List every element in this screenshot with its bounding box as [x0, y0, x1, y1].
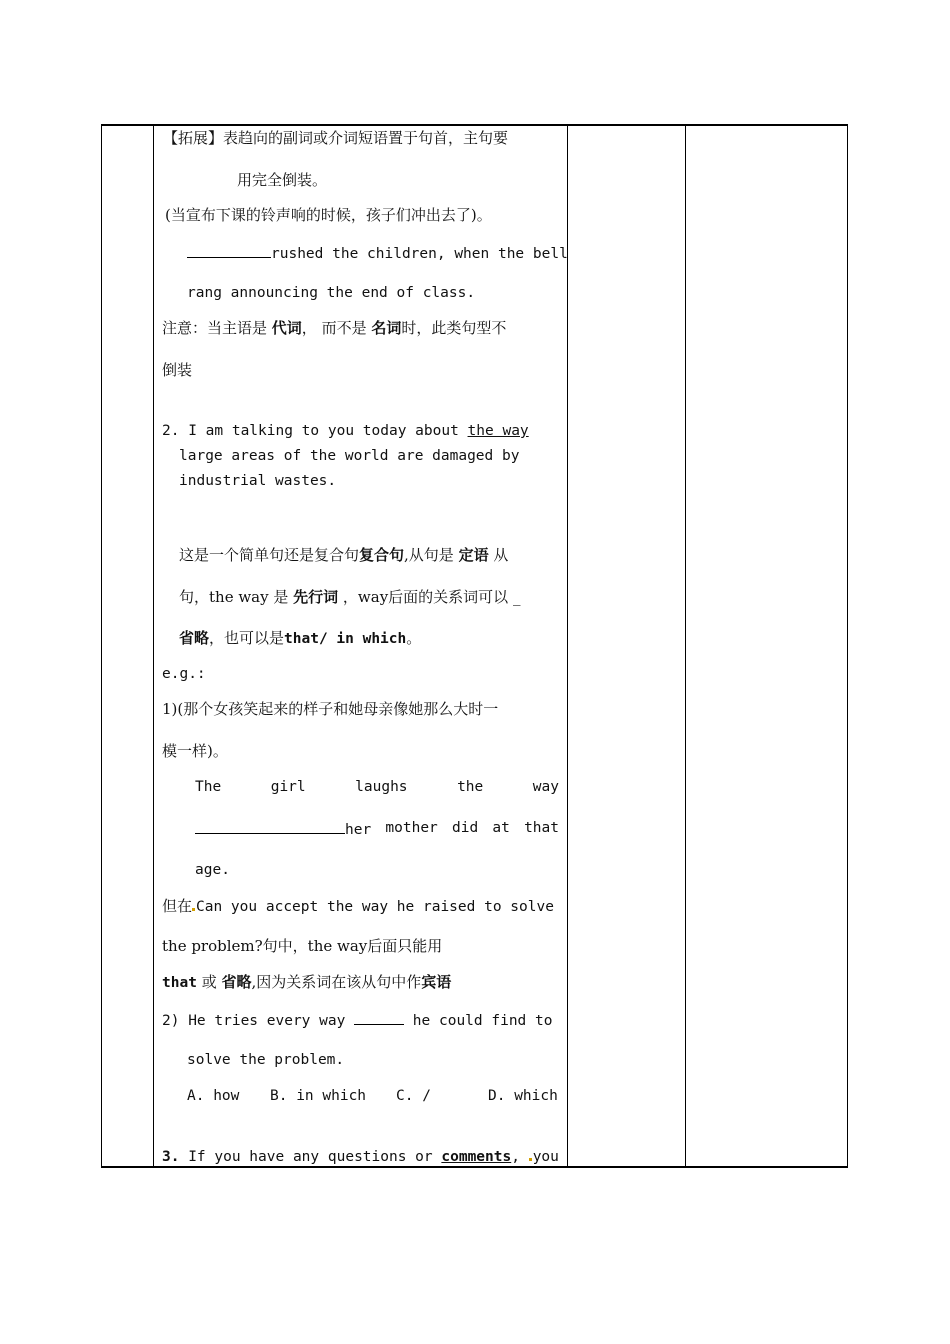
question-1-sentence-2 — [195, 819, 559, 839]
question-1-line-2: 模一样)。 — [162, 742, 228, 760]
q2-a: 2) He tries every way — [162, 1013, 355, 1029]
note-2-line-1 — [162, 897, 554, 916]
note-pronoun: 代词 — [271, 319, 302, 337]
question-1-sentence-3: age. — [195, 862, 230, 878]
q1-word: the — [457, 779, 484, 795]
question-1-line-1: 1)(那个女孩笑起来的样子和她母亲像她那么大时一 — [162, 700, 499, 718]
analysis-2c: ，way后面的关系词可以 _ — [338, 588, 521, 606]
question-2-line-1 — [162, 1010, 552, 1030]
table-bottom-border — [101, 1166, 848, 1168]
note-2-d: ,因为关系词在该从句中作 — [251, 973, 422, 991]
q1-word: at — [492, 820, 510, 836]
question-1-sentence — [195, 778, 559, 796]
note-line — [162, 319, 506, 337]
note-2-b: Can you accept the way he raised to solve — [196, 899, 554, 915]
note-2-line-3 — [162, 973, 451, 992]
note-2-that: that — [162, 975, 197, 991]
analysis-omit: 省略 — [179, 629, 210, 647]
col-border-4 — [847, 124, 848, 1168]
analysis-line-3 — [179, 629, 421, 648]
note-2-omit: 省略 — [221, 973, 252, 991]
sentence-3-e: you — [532, 1149, 559, 1165]
sentence-2-a: 2. I am talking to you today about — [162, 423, 468, 439]
marker-dot — [529, 1158, 532, 1161]
analysis-a: 这是一个简单句还是复合句 — [179, 546, 360, 564]
analysis-e: 从 — [488, 546, 509, 564]
sentence-2-line-3: industrial wastes. — [179, 473, 337, 489]
table-top-border — [101, 124, 848, 126]
q1-word: did — [452, 820, 479, 836]
analysis-line-2 — [179, 588, 520, 606]
note-2-object: 宾语 — [421, 973, 452, 991]
col-border-1 — [153, 124, 154, 1168]
extension-line-2: 用完全倒装。 — [237, 171, 328, 189]
answer-blank[interactable] — [187, 243, 271, 258]
analysis-line-1 — [179, 546, 508, 564]
note-2-or: 或 — [196, 973, 222, 991]
sentence-3-b: If you have any questions or — [179, 1149, 442, 1165]
sentence-2-underlined: the way — [467, 423, 529, 439]
sentence-3-d: , — [511, 1149, 529, 1165]
extension-heading: 【拓展】表趋向的副词或介词短语置于句首，主句要 — [163, 129, 509, 147]
example-label: e.g.: — [162, 666, 206, 682]
note-noun: 名词 — [371, 319, 402, 337]
q1-blank-word: her — [195, 819, 371, 839]
q1-word: laughs — [355, 779, 408, 795]
sentence-2-line-2: large areas of the world are damaged by — [179, 448, 520, 464]
col-border-3 — [685, 124, 686, 1168]
q1-word: mother — [385, 820, 438, 836]
analysis-attributive: 定语 — [458, 546, 489, 564]
note-2-a: 但在 — [162, 897, 193, 915]
col-border-0 — [101, 124, 102, 1168]
q1-word: The — [195, 779, 222, 795]
option-b[interactable]: B. in which — [270, 1088, 367, 1104]
fill-line-1 — [187, 243, 568, 263]
note-2-line-2: the problem?句中，the way后面只能用 — [162, 937, 443, 955]
q1-word: that — [524, 820, 559, 836]
analysis-antecedent: 先行词 — [293, 588, 339, 606]
analysis-that-in-which: that/ in which — [284, 631, 407, 647]
analysis-c: ,从句是 — [404, 546, 459, 564]
sentence-3 — [162, 1148, 559, 1166]
marker-dot — [192, 908, 195, 911]
option-d[interactable]: D. which — [488, 1088, 558, 1104]
translation-prompt: (当宣布下课的铃声响的时候，孩子们冲出去了)。 — [165, 206, 492, 224]
note-c: ， 而不是 — [301, 319, 372, 337]
option-c[interactable]: C. / — [396, 1088, 431, 1104]
sentence-3-comments: comments — [441, 1149, 512, 1165]
answer-blank[interactable] — [354, 1010, 404, 1025]
answer-blank[interactable] — [195, 819, 345, 834]
sentence-3-number: 3. — [162, 1149, 180, 1165]
question-2-line-2: solve the problem. — [187, 1052, 345, 1068]
col-border-2 — [567, 124, 568, 1168]
analysis-3b: ，也可以是 — [209, 629, 285, 647]
q2-b: he could find to — [404, 1013, 553, 1029]
q1-word: way — [532, 779, 559, 795]
analysis-2a: 句，the way 是 — [179, 588, 294, 606]
fill-line-1-text: rushed the children, when the bell — [271, 246, 568, 262]
fill-line-2: rang announcing the end of class. — [187, 285, 476, 301]
option-a[interactable]: A. how — [187, 1088, 240, 1104]
q1-word: girl — [270, 779, 306, 795]
analysis-complex: 复合句 — [359, 546, 405, 564]
note-a: 注意：当主语是 — [162, 319, 272, 337]
note-e: 时，此类句型不 — [401, 319, 507, 337]
sentence-2 — [162, 422, 529, 440]
analysis-3d: 。 — [406, 629, 422, 647]
note-line-2: 倒装 — [162, 361, 193, 379]
